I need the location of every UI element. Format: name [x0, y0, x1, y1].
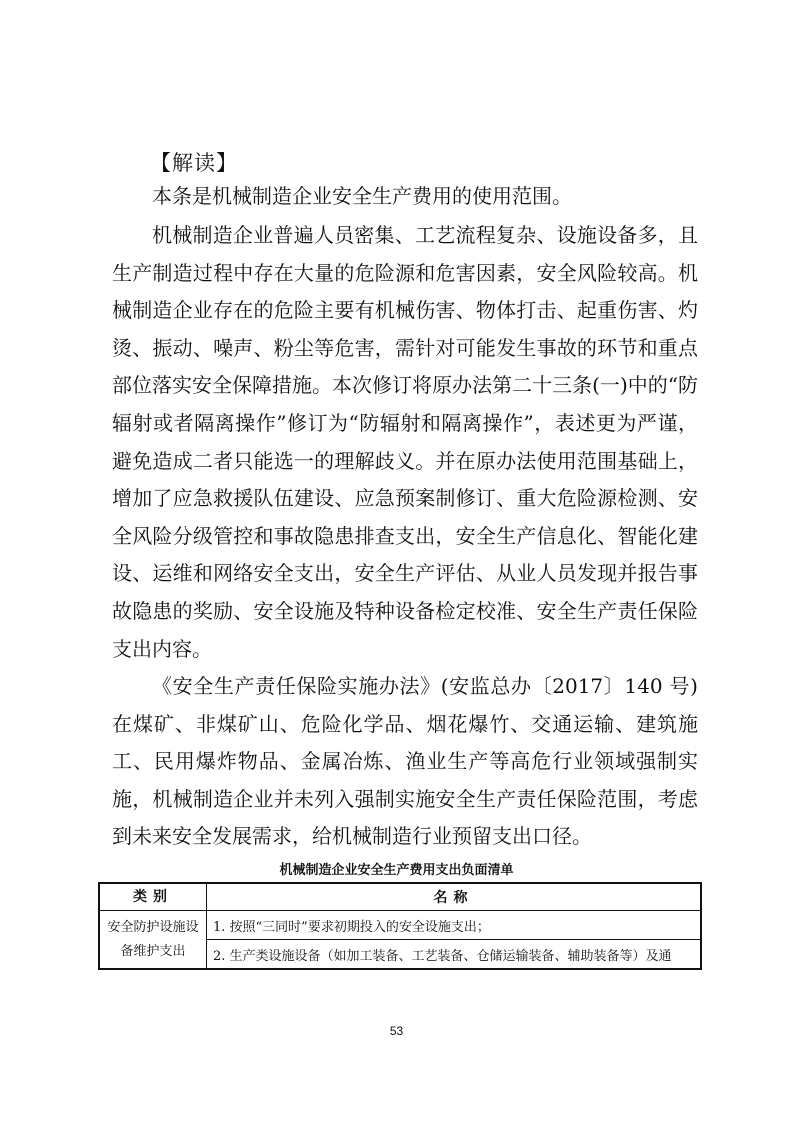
section-heading: 【解读】 — [150, 151, 238, 175]
paragraph-3 — [112, 668, 698, 856]
paragraph-2 — [112, 217, 698, 668]
paragraph-text: 机械制造企业普遍人员密集、工艺流程复杂、设施设备多，且生产制造过程中存在大量的危险源和危害因素，安全风险较高。机械制造企业存在的危险主要有机械伤害、物体打击、起重伤害、灼烫、振动、噪声、粉尘等危害，需针对可能发生事故的环节和重点部位落实安全保障措施。本次修订将原办法第二十三条(一)中的“防辐射或者隔离操作”修订为“防辐射和隔离操作”，表述更为严谨，避免造成二者只能选一的理解歧义。并在原办法使用范围基础上，增加了应急救援队伍建设、应急预案制修订、重大危险源检测、安全风险分级管控和事故隐患排查支出，安全生产信息化、智能化建设、运维和网络安全支出，安全生产评估、从业人员发现并报告事故隐患的奖励、安全设施及特种设备检定校准、安全生产责任保险支出内容。 — [112, 223, 698, 661]
table-header-row — [99, 883, 701, 911]
paragraph-text: 《安全生产责任保险实施办法》(安监总办〔2017〕140 号)在煤矿、非煤矿山、危险化学品、烟花爆竹、交通运输、建筑施工、民用爆炸物品、金属冶炼、渔业生产等高危行业领域强制实施，机械制造企业并未列入强制实施安全生产责任保险范围，考虑到未来安全发展需求，给机械制造行业预留支出口径。 — [112, 674, 698, 849]
table-row — [99, 911, 701, 940]
header-name: 名称 — [207, 883, 702, 911]
item-cell: 2. 生产类设施设备（如加工装备、工艺装备、仓储运输装备、辅助装备等）及通 — [207, 940, 702, 970]
item-cell: 1. 按照“三同时”要求初期投入的安全设施支出； — [207, 911, 702, 940]
paragraph-1 — [112, 178, 698, 216]
negative-list-table — [98, 882, 702, 970]
paragraph-text: 本条是机械制造企业安全生产费用的使用范围。 — [152, 184, 572, 208]
category-cell: 安全防护设施设备维护支出 — [99, 911, 207, 970]
header-category: 类别 — [99, 883, 207, 911]
page-number: 53 — [389, 1024, 404, 1038]
table-title: 机械制造企业安全生产费用支出负面清单 — [279, 863, 514, 878]
